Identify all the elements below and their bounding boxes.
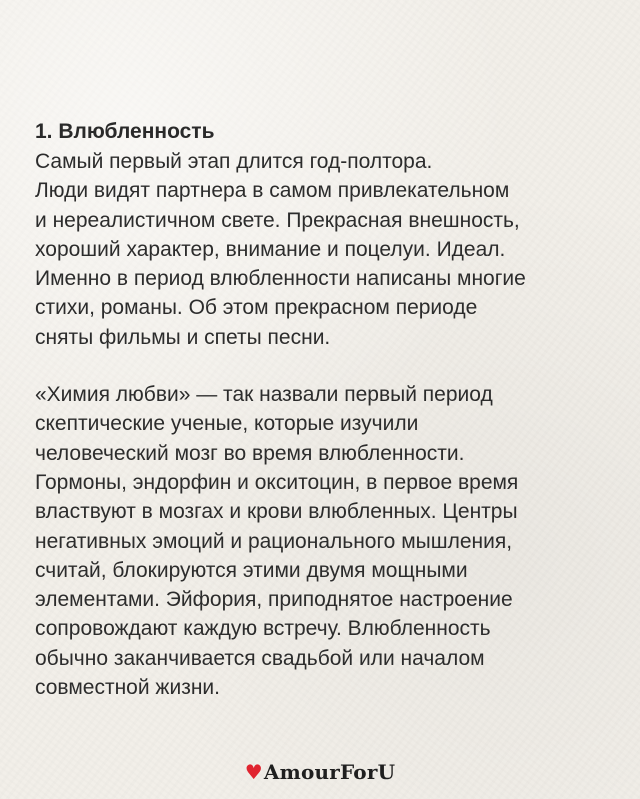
text-line: Гормоны, эндорфин и окситоцин, в первое время [35,470,519,494]
text-line: совместной жизни. [35,676,220,700]
text-line: негативных эмоций и рационального мышления, [35,529,513,553]
heart-icon: ♥ [244,760,263,784]
text-line: Самый первый этап длится год-полтора. [35,150,433,173]
brand-name: AmourForU [263,760,396,784]
text-line: элементами. Эйфория, приподнятое настроение [35,588,513,612]
text-line: сняты фильмы и спеты песни. [35,325,331,349]
text-line: хороший характер, внимание и поцелуи. Идеал. [35,237,506,261]
text-line: стихи, романы. Об этом прекрасном периоде [35,296,478,320]
text-line: Люди видят партнера в самом привлекательном [35,179,510,203]
article [35,117,615,702]
text-line: властвуют в мозгах и крови влюбленных. Центры [35,500,518,524]
text-line: Именно в период влюбленности написаны многие [35,267,526,291]
text-line: скептические ученые, которые изучили [35,412,419,436]
text-line: обычно заканчивается свадьбой или началом [35,646,485,670]
text-line: человеческий мозг во время влюбленности. [35,441,465,465]
paragraph-1 [35,147,615,352]
section-heading: 1. Влюбленность [35,120,215,143]
text-line: сопровождают каждую встречу. Влюбленность [35,617,491,641]
brand-logo [0,760,640,784]
text-line: «Химия любви» — так назвали первый период [35,383,493,407]
paragraph-2 [35,380,615,702]
text-line: и нереалистичном свете. Прекрасная внешность, [35,208,520,232]
text-line: считай, блокируются этими двумя мощными [35,558,468,582]
